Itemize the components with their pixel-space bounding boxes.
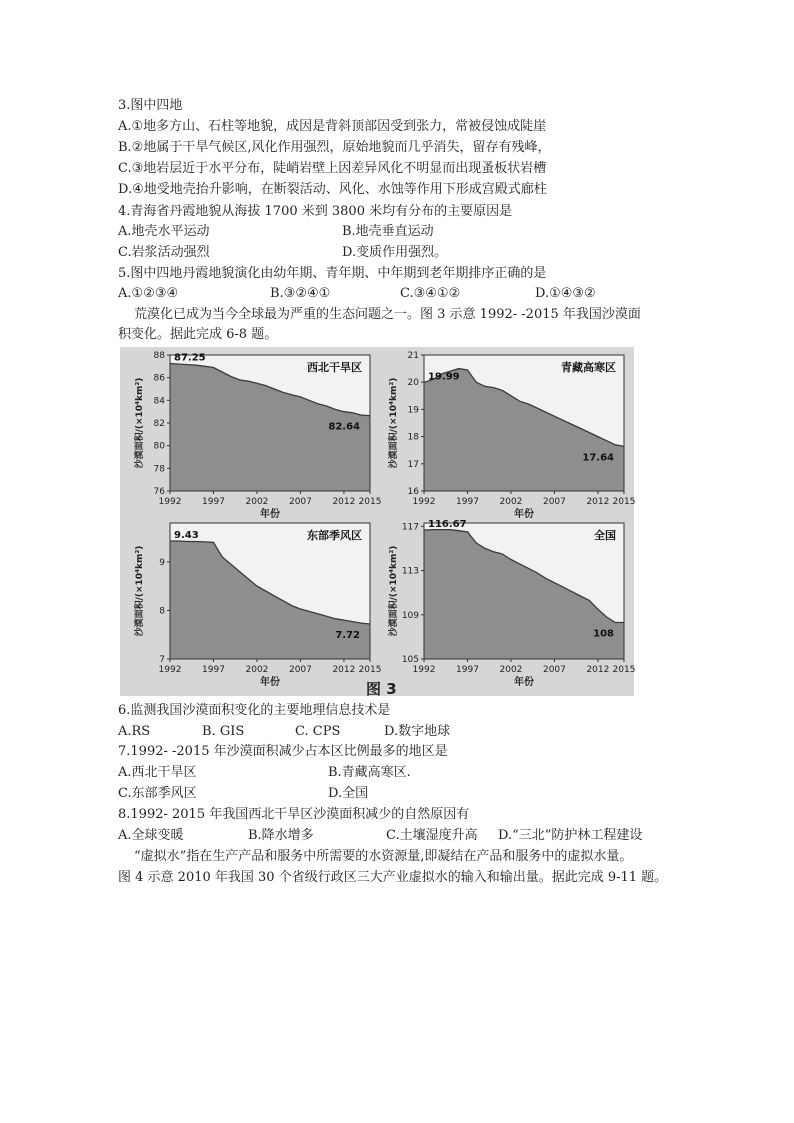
q4-stem: 4.青海省丹霞地貌从海拔 1700 米到 3800 米均有分布的主要原因是 bbox=[118, 204, 513, 219]
northwest-arid-ytick-label: 80 bbox=[153, 441, 165, 452]
q3-option-b: B.②地属于干旱气候区,风化作用强烈，原始地貌而几乎消失，留存有残峰， bbox=[118, 140, 551, 155]
qinghai-tibet-xlabel: 年份 bbox=[514, 509, 534, 520]
qinghai-tibet-ytick-label: 18 bbox=[407, 432, 419, 443]
chart-northwest-arid-svg bbox=[124, 349, 382, 521]
national-xtick-label: 2015 bbox=[612, 665, 636, 675]
qinghai-tibet-ytick-label: 17 bbox=[407, 459, 419, 470]
q6-option-d: D.数字地球 bbox=[384, 724, 451, 739]
northwest-arid-ytick-label: 88 bbox=[153, 351, 165, 361]
eastern-monsoon-end-label: 7.72 bbox=[335, 630, 360, 642]
q3-option-c: C.③地岩层近于水平分布，陡峭岩壁上因差异风化不明显而出现蚤板状岩槽 bbox=[118, 161, 547, 176]
national-xtick-label: 2002 bbox=[499, 665, 523, 675]
q4-option-d: D.变质作用强烈。 bbox=[342, 245, 448, 260]
q7-stem: 7.1992- -2015 年沙漠面积减少占本区比例最多的地区是 bbox=[118, 744, 448, 759]
national-xtick-label: 2007 bbox=[542, 665, 566, 675]
eastern-monsoon-xlabel: 年份 bbox=[260, 677, 280, 688]
eastern-monsoon-xtick-label: 1997 bbox=[202, 665, 225, 675]
q3-stem: 3.图中四地 bbox=[118, 98, 183, 113]
national-ytick-label: 105 bbox=[401, 655, 419, 665]
northwest-arid-end-label: 82.64 bbox=[328, 421, 360, 433]
q8-option-b: B.降水增多 bbox=[248, 828, 314, 843]
qinghai-tibet-xtick-label: 2012 bbox=[586, 497, 610, 507]
northwest-arid-ytick-label: 78 bbox=[153, 464, 165, 475]
national-xtick-label: 1997 bbox=[456, 665, 479, 675]
eastern-monsoon-ytick-label: 9 bbox=[159, 557, 165, 568]
q3-option-a: A.①地多方山、石柱等地貌，成因是背斜顶部因受到张力，常被侵蚀成陡崖 bbox=[118, 119, 547, 134]
q4-option-c: C.岩浆活动强烈 bbox=[118, 245, 210, 260]
q6-option-b: B. GIS bbox=[202, 724, 245, 739]
qinghai-tibet-ytick-label: 21 bbox=[407, 351, 419, 361]
northwest-arid-xtick-label: 2015 bbox=[358, 497, 382, 507]
northwest-arid-ytick-label: 76 bbox=[153, 487, 165, 497]
qinghai-tibet-title: 青藏高寒区 bbox=[561, 361, 616, 374]
q7-option-d: D.全国 bbox=[328, 786, 369, 801]
figure-3 bbox=[120, 347, 634, 696]
northwest-arid-ytick-label: 86 bbox=[153, 373, 165, 384]
qinghai-tibet-start-label: 19.99 bbox=[428, 371, 460, 383]
q4-option-b: B.地壳垂直运动 bbox=[342, 224, 434, 239]
national-ytick-label: 113 bbox=[401, 566, 419, 577]
q6-option-c: C. CPS bbox=[295, 724, 341, 739]
q5-option-b: B.③②④① bbox=[270, 286, 331, 301]
q3-option-d: D.④地受地壳抬升影响，在断裂活动、风化、水蚀等作用下形成宫殿式廊柱 bbox=[118, 182, 547, 197]
q8-option-a: A.全球变暖 bbox=[118, 828, 184, 843]
eastern-monsoon-ytick-label: 8 bbox=[159, 606, 165, 617]
northwest-arid-ylabel: 沙漠面积/(×10⁴km²) bbox=[135, 377, 145, 469]
northwest-arid-xtick-label: 2002 bbox=[245, 497, 269, 507]
eastern-monsoon-ytick-label: 7 bbox=[159, 655, 165, 665]
national-xtick-label: 2012 bbox=[586, 665, 610, 675]
q7-option-a: A.西北干旱区 bbox=[118, 765, 197, 780]
q6-stem: 6.监测我国沙漠面积变化的主要地理信息技术是 bbox=[118, 703, 391, 718]
chart-national-svg bbox=[378, 517, 636, 689]
northwest-arid-xtick-label: 2012 bbox=[332, 497, 356, 507]
eastern-monsoon-xtick-label: 2015 bbox=[358, 665, 382, 675]
qinghai-tibet-xtick-label: 2007 bbox=[542, 497, 566, 507]
national-start-label: 116.67 bbox=[428, 518, 467, 530]
eastern-monsoon-title: 东部季风区 bbox=[307, 529, 362, 542]
q4-option-a: A.地壳水平运动 bbox=[118, 224, 210, 239]
northwest-arid-title: 西北干旱区 bbox=[307, 361, 362, 374]
eastern-monsoon-xtick-label: 2012 bbox=[332, 665, 356, 675]
qinghai-tibet-ylabel: 沙漠面积/(×10⁴km²) bbox=[389, 377, 399, 469]
northwest-arid-ytick-label: 84 bbox=[153, 396, 165, 407]
northwest-arid-start-label: 87.25 bbox=[174, 352, 206, 364]
northwest-arid-xtick-label: 1992 bbox=[158, 497, 182, 507]
northwest-arid-xtick-label: 1997 bbox=[202, 497, 225, 507]
qinghai-tibet-ytick-label: 20 bbox=[407, 378, 419, 389]
chart-national bbox=[378, 517, 636, 689]
q6-option-a: A.RS bbox=[118, 724, 151, 739]
figure-caption: 图 3 bbox=[366, 680, 397, 698]
chart-qinghai-tibet bbox=[378, 349, 636, 521]
eastern-monsoon-ylabel: 沙漠面积/(×10⁴km²) bbox=[135, 545, 145, 637]
q8-stem: 8.1992- 2015 年我国西北干旱区沙漠面积减少的自然原因有 bbox=[118, 807, 470, 822]
chart-eastern-monsoon-svg bbox=[124, 517, 382, 689]
intro1-line2: 积变化。据此完成 6-8 题。 bbox=[118, 327, 278, 342]
northwest-arid-xtick-label: 2007 bbox=[288, 497, 312, 507]
national-xlabel: 年份 bbox=[514, 677, 534, 688]
national-title: 全国 bbox=[594, 529, 616, 542]
northwest-arid-ytick-label: 82 bbox=[153, 419, 165, 429]
chart-northwest-arid bbox=[124, 349, 382, 521]
national-xtick-label: 1992 bbox=[412, 665, 436, 675]
qinghai-tibet-xtick-label: 1992 bbox=[412, 497, 436, 507]
qinghai-tibet-xtick-label: 1997 bbox=[456, 497, 479, 507]
q5-option-d: D.①④③② bbox=[535, 286, 596, 301]
q8-option-d: D.“三北”防护林工程建设 bbox=[498, 828, 643, 843]
intro2-line1: “虚拟水”指在生产产品和服务中所需要的水资源量,即凝结在产品和服务中的虚拟水量。 bbox=[134, 849, 633, 864]
eastern-monsoon-xtick-label: 2002 bbox=[245, 665, 269, 675]
qinghai-tibet-xtick-label: 2002 bbox=[499, 497, 523, 507]
intro1-line1: 荒漠化已成为当今全球最为严重的生态问题之一。图 3 示意 1992- -2015 年我国沙漠面 bbox=[134, 307, 641, 322]
national-ytick-label: 109 bbox=[401, 610, 419, 621]
eastern-monsoon-xtick-label: 2007 bbox=[288, 665, 312, 675]
national-end-label: 108 bbox=[593, 628, 614, 640]
q5-stem: 5.图中四地丹霞地貌演化由幼年期、青年期、中年期到老年期排序正确的是 bbox=[118, 266, 547, 281]
northwest-arid-xlabel: 年份 bbox=[260, 509, 280, 520]
eastern-monsoon-xtick-label: 1992 bbox=[158, 665, 182, 675]
qinghai-tibet-xtick-label: 2015 bbox=[612, 497, 636, 507]
q7-option-b: B.青藏高寒区. bbox=[328, 765, 411, 780]
chart-qinghai-tibet-svg bbox=[378, 349, 636, 521]
national-ylabel: 沙漠面积/(×10⁴km²) bbox=[389, 545, 399, 637]
intro2-line2: 图 4 示意 2010 年我国 30 个省级行政区三大产业虚拟水的输入和输出量。据此完成 9-11 题。 bbox=[118, 870, 668, 885]
qinghai-tibet-ytick-label: 16 bbox=[407, 487, 419, 497]
eastern-monsoon-start-label: 9.43 bbox=[174, 529, 199, 541]
qinghai-tibet-end-label: 17.64 bbox=[582, 452, 614, 464]
national-ytick-label: 117 bbox=[401, 522, 419, 533]
qinghai-tibet-ytick-label: 19 bbox=[407, 405, 419, 416]
chart-eastern-monsoon bbox=[124, 517, 382, 689]
q7-option-c: C.东部季风区 bbox=[118, 786, 197, 801]
q8-option-c: C.土壤湿度升高 bbox=[386, 828, 478, 843]
q5-option-a: A.①②③④ bbox=[118, 286, 179, 301]
q5-option-c: C.③④①② bbox=[400, 286, 461, 301]
